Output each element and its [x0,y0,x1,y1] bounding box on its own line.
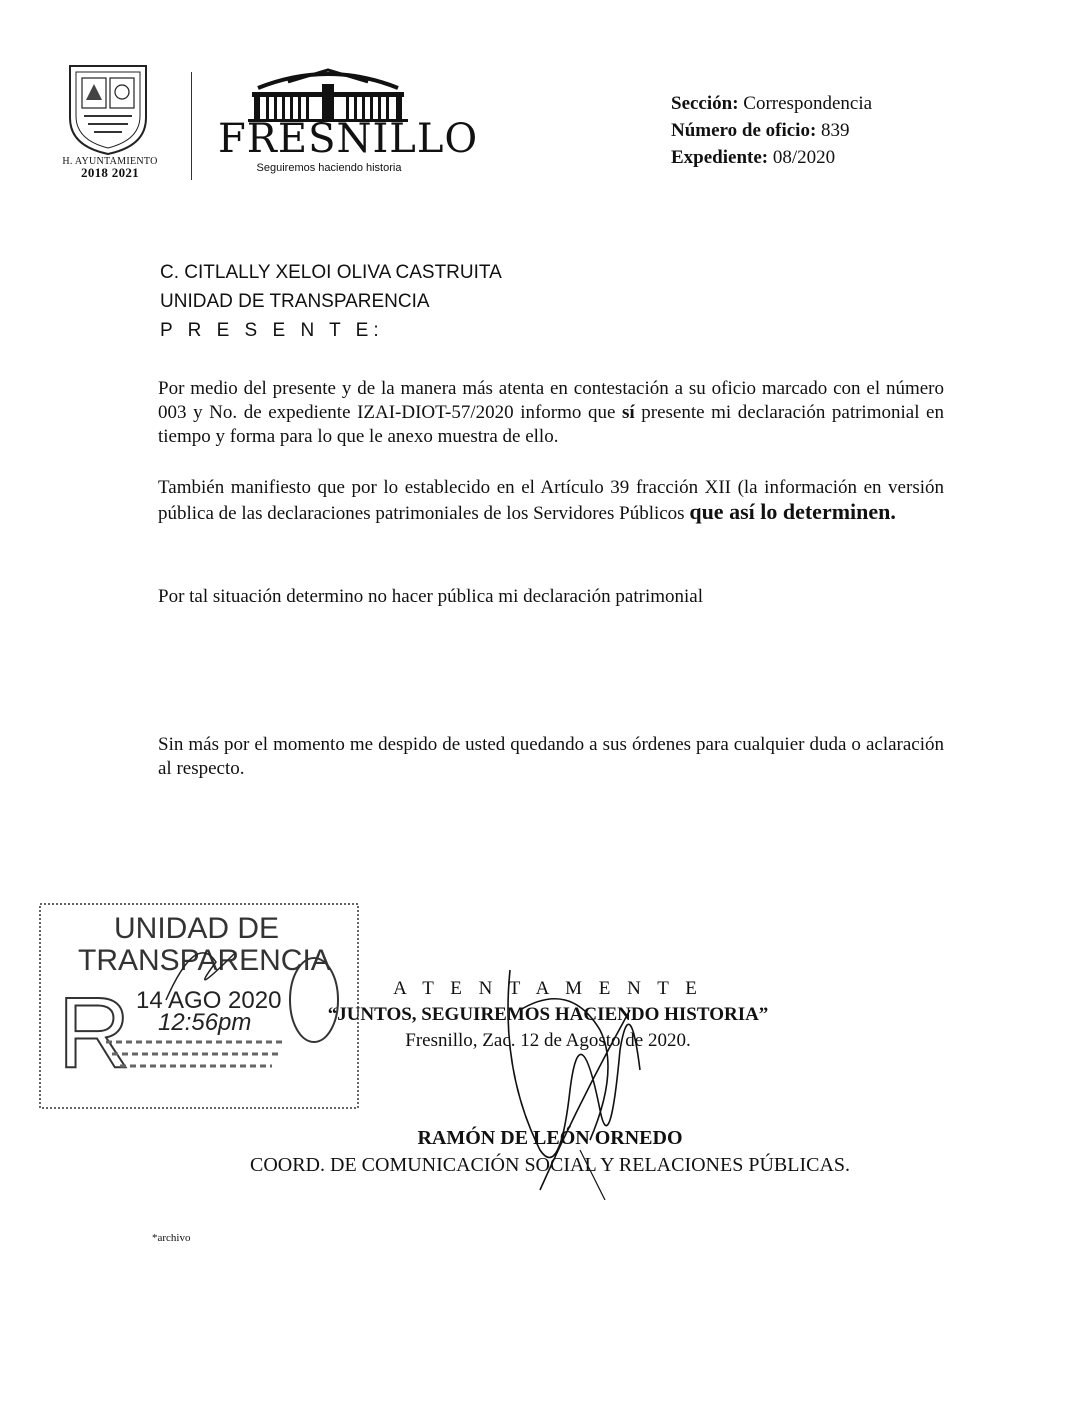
stamp-line1: UNIDAD DE [114,912,280,945]
seccion-label: Sección: [671,93,739,114]
municipal-seal-icon [64,60,152,156]
expediente-line [671,144,872,171]
p2-text-a: También manifiesto que por lo establecido en el Artículo 39 fracción XII (la información en versión pública de las declaraciones patrimoniales de los Servidores Públicos [158,477,944,524]
stamp-letter: R [58,977,131,1089]
stamp-date: 14 AGO 2020 [136,987,282,1014]
body-paragraph-1 [158,377,944,449]
header-divider [191,72,192,180]
cc-note: *archivo [152,1232,191,1244]
body-paragraph-2 [158,476,944,526]
oficio-value: 839 [821,120,850,141]
addressee-unit: UNIDAD DE TRANSPARENCIA [160,291,430,312]
seal-caption-years: 2018 2021 [81,165,139,180]
addressee-name: C. CITLALLY XELOI OLIVA CASTRUITA [160,262,502,283]
p2-bold: que así lo determinen. [689,499,896,524]
closing-motto: “JUNTOS, SEGUIREMOS HACIENDO HISTORIA” [327,1004,769,1025]
p1-text-b: presente mi declaración patrimonial en tiempo y forma para lo que le anexo muestra de ello. [158,402,944,447]
addressee-presente: P R E S E N T E: [160,320,384,341]
seal-caption [58,156,162,178]
signer-title: COORD. DE COMUNICACIÓN SOCIAL Y RELACIONES PÚBLICAS. [249,1154,851,1176]
p1-text-a: Por medio del presente y de la manera más atenta en contestación a su oficio marcado con el número 003 y No. de expediente IZAI-DIOT-57/2020 informo que [158,378,944,423]
signer-name: RAMÓN DE LEÓN ORNEDO [417,1127,683,1149]
seccion-value: Correspondencia [743,93,873,114]
seccion-line [671,90,872,117]
seal-caption-line1: H. AYUNTAMIENTO [62,156,158,167]
logo-tagline: Seguiremos haciendo historia [256,162,402,174]
signer-block [200,1125,900,1179]
expediente-value: 08/2020 [772,147,836,168]
closing-place-date: Fresnillo, Zac. 12 de Agosto de 2020. [405,1030,691,1051]
file-info [671,90,872,171]
oficio-label: Número de oficio: [671,120,817,141]
closing-atentamente: A T E N T A M E N T E [393,978,703,999]
expediente-label: Expediente: [671,147,769,168]
body-paragraph-3: Por tal situación determino no hacer pública mi declaración patrimonial [158,586,704,607]
body-paragraph-4: Sin más por el momento me despido de usted quedando a sus órdenes para cualquier duda o aclaración al respecto. [158,734,944,779]
logo-name: FRESNILLO [218,116,479,162]
p1-bold: sí [622,402,635,423]
stamp-time: 12:56pm [158,1009,252,1036]
oficio-line [671,117,872,144]
stamp-line2: TRANSPARENCIA [78,944,331,977]
addressee-block [160,258,502,345]
